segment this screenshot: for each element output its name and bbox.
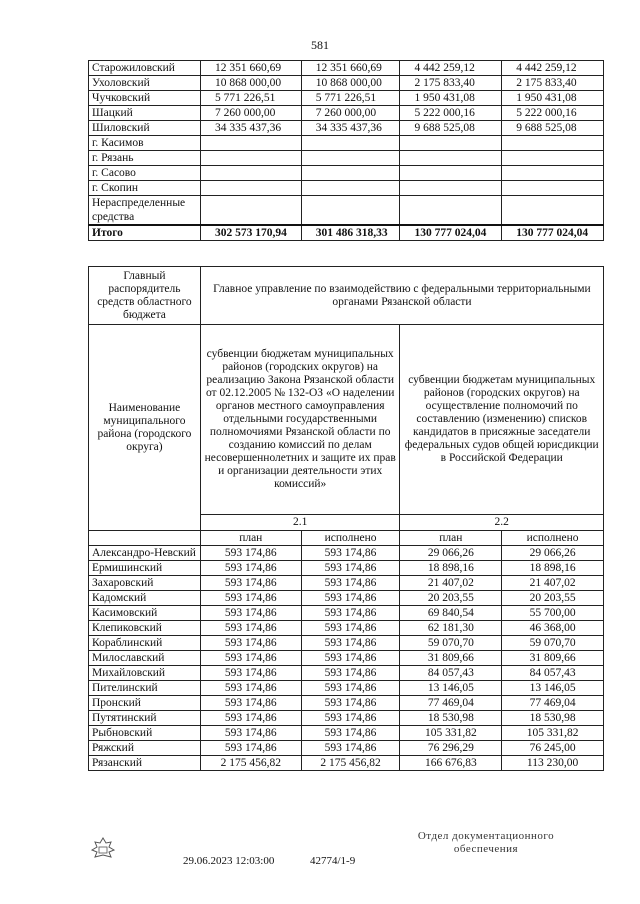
- value-cell: 34 335 437,36: [301, 121, 400, 136]
- value-cell: [200, 151, 301, 166]
- total-value: 301 486 318,33: [301, 225, 400, 241]
- district-name-cell: Ухоловский: [89, 76, 201, 91]
- value-cell: 105 331,82: [400, 726, 502, 741]
- district-name-cell: Рязанский: [89, 756, 201, 771]
- value-cell: 21 407,02: [502, 576, 604, 591]
- value-cell: 593 174,86: [301, 651, 400, 666]
- print-datetime: 29.06.2023 12:03:00: [183, 855, 275, 867]
- plan-header-1: план: [200, 531, 301, 546]
- district-label-cell: Наименование муниципального района (городского округа): [89, 325, 201, 531]
- value-cell: 12 351 660,69: [301, 61, 400, 76]
- value-cell: [502, 196, 604, 226]
- table-row: [89, 546, 604, 561]
- table-row: [89, 561, 604, 576]
- table-row: [89, 756, 604, 771]
- value-cell: 59 070,70: [502, 636, 604, 651]
- table-row: [89, 106, 604, 121]
- value-cell: 9 688 525,08: [502, 121, 604, 136]
- value-cell: 593 174,86: [200, 591, 301, 606]
- total-value: 130 777 024,04: [400, 225, 502, 241]
- stamp-line-1: Отдел документационного: [417, 830, 555, 842]
- value-cell: 46 368,00: [502, 621, 604, 636]
- table-row: [89, 696, 604, 711]
- table-row: [89, 666, 604, 681]
- table-row: [89, 91, 604, 106]
- table-row: [89, 726, 604, 741]
- value-cell: 593 174,86: [200, 711, 301, 726]
- plan-header-2: план: [400, 531, 502, 546]
- value-cell: 5 771 226,51: [301, 91, 400, 106]
- summary-table-continued: [88, 60, 604, 241]
- total-value: 302 573 170,94: [200, 225, 301, 241]
- value-cell: 59 070,70: [400, 636, 502, 651]
- value-cell: 593 174,86: [200, 741, 301, 756]
- value-cell: 31 809,66: [400, 651, 502, 666]
- value-cell: [301, 166, 400, 181]
- value-cell: [301, 196, 400, 226]
- value-cell: [502, 136, 604, 151]
- total-row: [89, 225, 604, 241]
- value-cell: 593 174,86: [301, 621, 400, 636]
- table-row: [89, 741, 604, 756]
- code-2-1: 2.1: [200, 515, 400, 531]
- value-cell: 20 203,55: [400, 591, 502, 606]
- district-name-cell: Пителинский: [89, 681, 201, 696]
- value-cell: 2 175 456,82: [200, 756, 301, 771]
- value-cell: 34 335 437,36: [200, 121, 301, 136]
- subvention-1-title: субвенции бюджетам муниципальных районов (городских округов) на реализацию Закона Рязанской области от 02.12.2005 № 132-ОЗ «О наделении органов местного самоуправления отдельными государственными полномочиями Рязанской области по созданию комиссий по делам несовершеннолетних и защите их прав и организации деятельности этих комиссий»: [200, 325, 400, 515]
- value-cell: 593 174,86: [301, 741, 400, 756]
- value-cell: 84 057,43: [400, 666, 502, 681]
- value-cell: 10 868 000,00: [200, 76, 301, 91]
- empty-cell: [89, 531, 201, 546]
- value-cell: 21 407,02: [400, 576, 502, 591]
- district-name-cell: Рыбновский: [89, 726, 201, 741]
- value-cell: 593 174,86: [301, 636, 400, 651]
- value-cell: 593 174,86: [301, 726, 400, 741]
- district-name-cell: Захаровский: [89, 576, 201, 591]
- value-cell: 2 175 833,40: [400, 76, 502, 91]
- table-row: [89, 151, 604, 166]
- value-cell: 593 174,86: [200, 696, 301, 711]
- value-cell: [200, 196, 301, 226]
- value-cell: 1 950 431,08: [400, 91, 502, 106]
- value-cell: 18 898,16: [400, 561, 502, 576]
- table-row: [89, 636, 604, 651]
- table-row: [89, 591, 604, 606]
- value-cell: 12 351 660,69: [200, 61, 301, 76]
- value-cell: [301, 151, 400, 166]
- value-cell: 18 530,98: [502, 711, 604, 726]
- district-name-cell: г. Касимов: [89, 136, 201, 151]
- value-cell: 2 175 456,82: [301, 756, 400, 771]
- value-cell: 593 174,86: [200, 621, 301, 636]
- value-cell: 593 174,86: [301, 681, 400, 696]
- value-cell: 7 260 000,00: [301, 106, 400, 121]
- done-header-2: исполнено: [502, 531, 604, 546]
- district-name-cell: Михайловский: [89, 666, 201, 681]
- value-cell: [200, 181, 301, 196]
- table-row: [89, 76, 604, 91]
- value-cell: 5 771 226,51: [200, 91, 301, 106]
- document-id: 42774/1-9: [310, 855, 356, 867]
- value-cell: 84 057,43: [502, 666, 604, 681]
- district-name-cell: Ермишинский: [89, 561, 201, 576]
- code-2-2: 2.2: [400, 515, 604, 531]
- value-cell: [400, 166, 502, 181]
- table-row: [89, 136, 604, 151]
- subventions-table: [88, 266, 604, 771]
- emblem-icon: [90, 836, 116, 862]
- value-cell: [400, 151, 502, 166]
- value-cell: 593 174,86: [200, 681, 301, 696]
- value-cell: 31 809,66: [502, 651, 604, 666]
- value-cell: 105 331,82: [502, 726, 604, 741]
- value-cell: 29 066,26: [502, 546, 604, 561]
- district-name-cell: Шиловский: [89, 121, 201, 136]
- table-row: [89, 711, 604, 726]
- admin-value-cell: Главное управление по взаимодействию с федеральными территориальными органами Рязанской области: [200, 267, 603, 325]
- value-cell: 55 700,00: [502, 606, 604, 621]
- table-row: [89, 681, 604, 696]
- district-name-cell: Ряжский: [89, 741, 201, 756]
- value-cell: 4 442 259,12: [400, 61, 502, 76]
- value-cell: 2 175 833,40: [502, 76, 604, 91]
- value-cell: 593 174,86: [301, 576, 400, 591]
- value-cell: [400, 181, 502, 196]
- value-cell: 166 676,83: [400, 756, 502, 771]
- value-cell: 29 066,26: [400, 546, 502, 561]
- value-cell: 593 174,86: [200, 636, 301, 651]
- district-name-cell: г. Сасово: [89, 166, 201, 181]
- district-name-cell: Шацкий: [89, 106, 201, 121]
- value-cell: 13 146,05: [502, 681, 604, 696]
- value-cell: 5 222 000,16: [400, 106, 502, 121]
- district-name-cell: Путятинский: [89, 711, 201, 726]
- table-row: [89, 121, 604, 136]
- value-cell: 7 260 000,00: [200, 106, 301, 121]
- value-cell: 62 181,30: [400, 621, 502, 636]
- value-cell: 77 469,04: [400, 696, 502, 711]
- value-cell: 1 950 431,08: [502, 91, 604, 106]
- value-cell: 9 688 525,08: [400, 121, 502, 136]
- value-cell: 593 174,86: [200, 546, 301, 561]
- table-row: [89, 576, 604, 591]
- value-cell: [400, 136, 502, 151]
- value-cell: 593 174,86: [301, 666, 400, 681]
- value-cell: 593 174,86: [200, 651, 301, 666]
- district-name-cell: Касимовский: [89, 606, 201, 621]
- value-cell: 20 203,55: [502, 591, 604, 606]
- table-row: [89, 61, 604, 76]
- table-row: [89, 651, 604, 666]
- subvention-2-title: субвенции бюджетам муниципальных районов (городских округов) на осуществление полномочий по составлению (изменению) списков кандидатов в присяжные заседатели федеральных судов общей юрисдикции в Российской Федерации: [400, 325, 604, 515]
- value-cell: 593 174,86: [301, 561, 400, 576]
- district-name-cell: Клепиковский: [89, 621, 201, 636]
- table-row: [89, 606, 604, 621]
- value-cell: 76 296,29: [400, 741, 502, 756]
- district-name-cell: Кадомский: [89, 591, 201, 606]
- district-name-cell: Милославский: [89, 651, 201, 666]
- value-cell: 593 174,86: [301, 606, 400, 621]
- department-stamp: [406, 830, 566, 856]
- district-name-cell: Нераспределенные средства: [89, 196, 201, 226]
- value-cell: [200, 166, 301, 181]
- value-cell: [301, 136, 400, 151]
- value-cell: [301, 181, 400, 196]
- value-cell: [200, 136, 301, 151]
- value-cell: 5 222 000,16: [502, 106, 604, 121]
- stamp-line-2: обеспечения: [453, 843, 519, 855]
- value-cell: 69 840,54: [400, 606, 502, 621]
- total-value: 130 777 024,04: [502, 225, 604, 241]
- table-row: [89, 181, 604, 196]
- value-cell: 10 868 000,00: [301, 76, 400, 91]
- district-name-cell: Александро-Невский: [89, 546, 201, 561]
- value-cell: [502, 181, 604, 196]
- district-name-cell: Старожиловский: [89, 61, 201, 76]
- value-cell: 593 174,86: [200, 726, 301, 741]
- total-label: Итого: [89, 225, 201, 241]
- value-cell: 13 146,05: [400, 681, 502, 696]
- value-cell: 593 174,86: [200, 576, 301, 591]
- value-cell: 4 442 259,12: [502, 61, 604, 76]
- table-row: [89, 621, 604, 636]
- district-name-cell: Чучковский: [89, 91, 201, 106]
- value-cell: 593 174,86: [301, 546, 400, 561]
- value-cell: 593 174,86: [301, 591, 400, 606]
- table-row: [89, 166, 604, 181]
- done-header-1: исполнено: [301, 531, 400, 546]
- admin-label-cell: Главный распорядитель средств областного бюджета: [89, 267, 201, 325]
- value-cell: [502, 151, 604, 166]
- table-row: [89, 196, 604, 226]
- value-cell: [502, 166, 604, 181]
- value-cell: 18 530,98: [400, 711, 502, 726]
- page-number: 581: [311, 38, 329, 52]
- district-name-cell: Кораблинский: [89, 636, 201, 651]
- value-cell: 113 230,00: [502, 756, 604, 771]
- district-name-cell: г. Рязань: [89, 151, 201, 166]
- value-cell: [400, 196, 502, 226]
- value-cell: 593 174,86: [200, 561, 301, 576]
- district-name-cell: г. Скопин: [89, 181, 201, 196]
- value-cell: 76 245,00: [502, 741, 604, 756]
- value-cell: 593 174,86: [301, 696, 400, 711]
- value-cell: 593 174,86: [301, 711, 400, 726]
- value-cell: 77 469,04: [502, 696, 604, 711]
- district-name-cell: Пронский: [89, 696, 201, 711]
- value-cell: 593 174,86: [200, 666, 301, 681]
- value-cell: 18 898,16: [502, 561, 604, 576]
- value-cell: 593 174,86: [200, 606, 301, 621]
